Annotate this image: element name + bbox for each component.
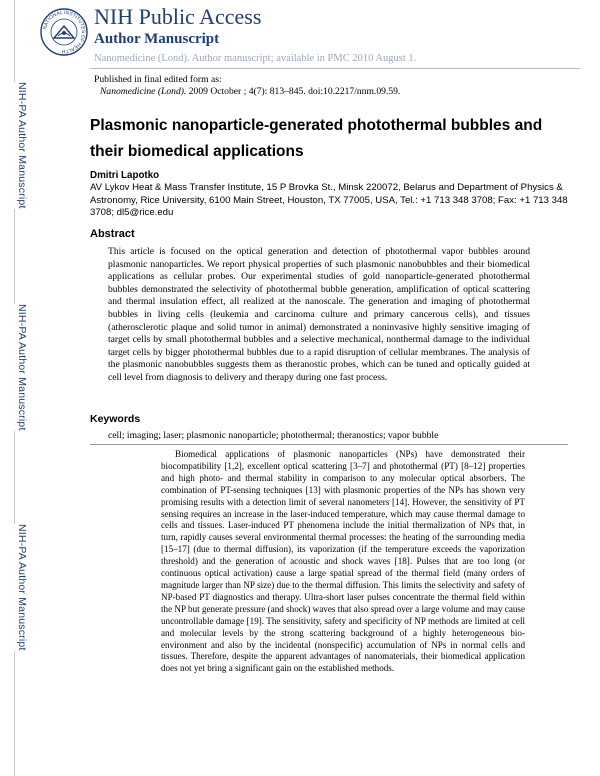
author-name: Dmitri Lapotko bbox=[90, 170, 160, 181]
header-title: NIH Public Access bbox=[94, 4, 262, 29]
header-subtitle: Author Manuscript bbox=[94, 31, 220, 47]
header-rule bbox=[90, 68, 580, 69]
sidebar-label-middle: NIH-PA Author Manuscript bbox=[8, 304, 28, 431]
abstract-text: This article is focused on the optical generation and detection of photothermal vapor bubbles around plasmonic nanoparticles. We report physical properties of such plasmonic nanobubbles and their biomedical applications as cellular probes. Our experimental studies of gold nanoparticle-generated photothermal bubbles demonstrated the selectivity of photothermal bubble generation, amplification of optical scattering and thermal insulation effect, all realized at the nanoscale. The generation and imaging of photothermal bubbles in living cells (leukemia and carcinoma culture and primary cancerous cells), and tissues (atherosclerotic plaque and solid tumor in animal) demonstrated a noninvasive highly sensitive imaging of target cells by small photothermal bubbles and a selective mechanical, nonthermal damage to the individual target cells by bigger photothermal bubbles due to a rapid disruption of cellular membranes. The analysis of the plasmonic nanobubbles suggests them as theranostic probes, which can be tuned and optically guided at cell level from diagnosis to delivery and therapy during one fast process. bbox=[108, 246, 530, 383]
body-paragraph: Biomedical applications of plasmonic nanoparticles (NPs) have demonstrated their biocompatibility [1,2], excellent optical scattering [3–7] and photothermal (PT) [8–12] properties and high photo- and thermal stability in comparison to any molecular optical absorbers. The combination of PT-sensing techniques [13] with plasmonic properties of the NPs has shown very promising results with a detection limit of several nanometers [14]. However, the sensitivity of PT sensing requires an increase in the laser-induced temperature, which may cause thermal damage to cells and tissues. Laser-induced PT phenomena include the initial thermalization of NPs that, in turn, rapidly causes several environmental thermal processes: the heating of the surrounding media [15–17] (due to thermal diffusion), its vaporization (if the temperature exceeds the vaporization threshold) and the generation of acoustic and shock waves [18]. Pulses that are too long (or continuous optical activation) cause a large spatial spread of the thermal field (many orders of magnitude larger than NP size) due to the thermal diffusion. This limits the selectivity and safety of NP-based PT diagnostics and therapy. Ultra-short laser pulses concentrate the thermal field within the NP but generate pressure (and shock) waves that also spread over a large volume and may cause uncontrollable damage [19]. The sensitivity, safety and specificity of NP methods are limited at cell and molecular levels by the strong scattering background of a highly heterogeneous bio-environment and also by the incidental (nonspecific) accumulation of NPs in normal cells and tissues. Therefore, despite the apparent advantages of nanomaterials, their biomedical application does not yet bring a significant gain on the established methods. bbox=[161, 449, 525, 674]
abstract-heading: Abstract bbox=[90, 228, 135, 240]
journal-name: Nanomedicine (Lond). bbox=[100, 86, 187, 97]
keywords-list: cell; imaging; laser; plasmonic nanoparticle; photothermal; theranostics; vapor bubble bbox=[108, 430, 439, 441]
article-title: Plasmonic nanoparticle-generated photothermal bubbles and their biomedical applications bbox=[90, 117, 543, 160]
nih-logo bbox=[40, 8, 88, 56]
published-label: Published in final edited form as: bbox=[94, 74, 222, 85]
citation-line bbox=[100, 86, 400, 98]
citation-details: 2009 October ; 4(7): 813–845. doi:10.2217/nnm.09.59. bbox=[186, 86, 401, 97]
sidebar-label-bottom: NIH-PA Author Manuscript bbox=[8, 524, 28, 651]
availability-note: Nanomedicine (Lond). Author manuscript; available in PMC 2010 August 1. bbox=[94, 53, 417, 64]
sidebar-label-top: NIH-PA Author Manuscript bbox=[8, 82, 28, 209]
keywords-heading: Keywords bbox=[90, 413, 141, 425]
author-affiliation: AV Lykov Heat & Mass Transfer Institute, 15 P Brovka St., Minsk 220072, Belarus and Department of Physics & Astronomy, Rice University, 6100 Main Street, Houston, TX 77005, USA, Tel.: +1 713 348 3708; Fax: +1 713 348 3708; dl5@rice.edu bbox=[90, 182, 568, 218]
logo-lettering: NATIONAL INSTITUTES OF HEALTH bbox=[42, 9, 87, 55]
keywords-rule bbox=[90, 444, 568, 445]
